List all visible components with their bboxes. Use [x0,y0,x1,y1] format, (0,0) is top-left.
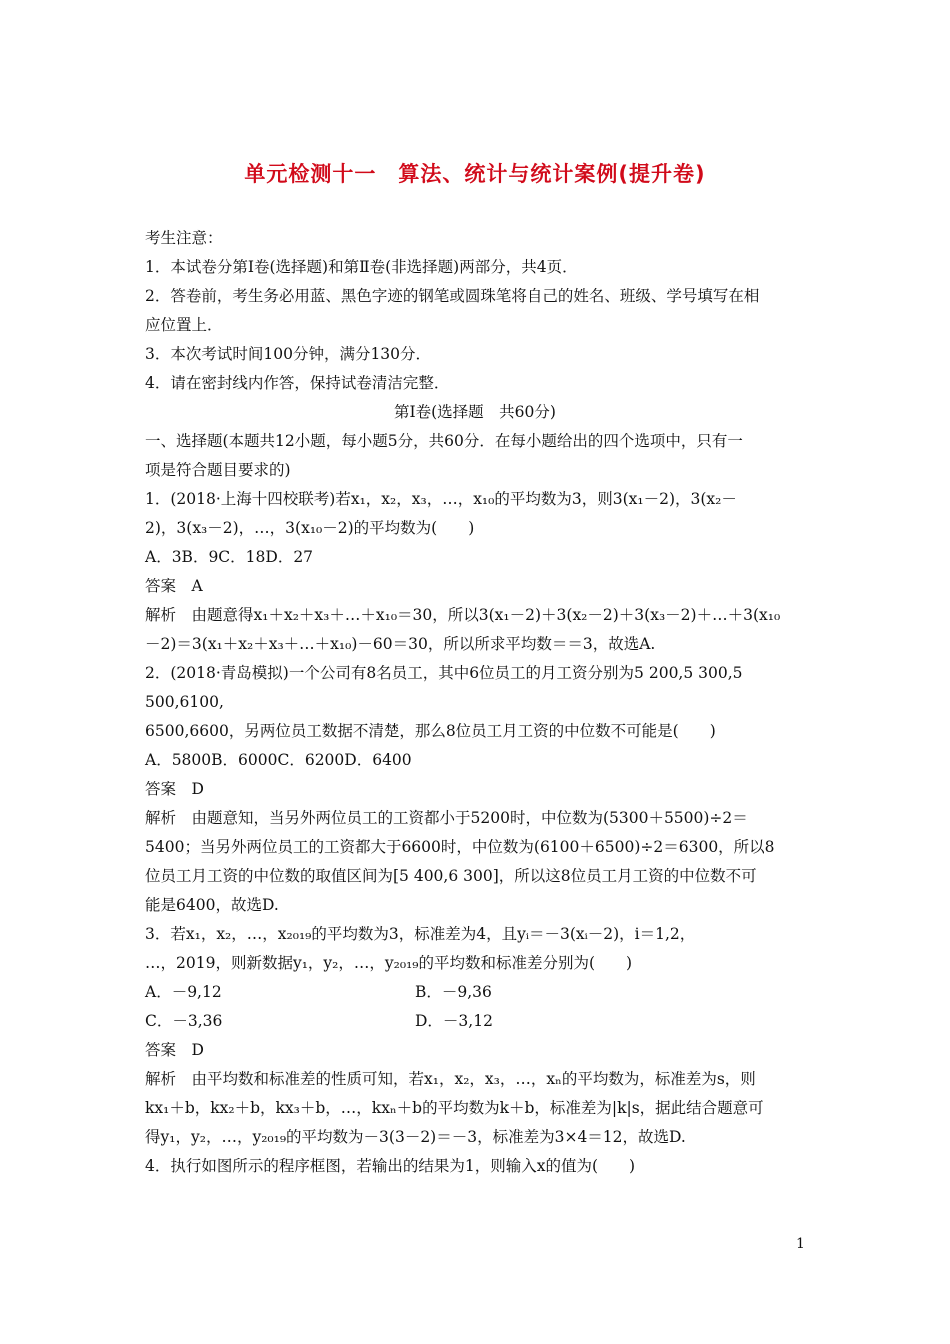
question-1-options: A．3B．9C．18D．27 [145,548,314,566]
page-title: 单元检测十一 算法、统计与统计案例(提升卷) [244,162,706,186]
question-1-analysis: 解析 由题意得x₁＋x₂＋x₃＋…＋x₁₀＝30，所以3(x₁－2)＋3(x₂－2)＋3(x₃－2)＋…＋3(x₁₀ [145,606,781,624]
notice-item: 2．答卷前，考生务必用蓝、黑色字迹的钢笔或圆珠笔将自己的姓名、班级、学号填写在相 [145,287,760,305]
section-title: 第Ⅰ卷(选择题 共60分) [394,403,556,421]
part-intro: 一、选择题(本题共12小题，每小题5分，共60分．在每小题给出的四个选项中，只有一 [145,432,743,450]
question-2-analysis: 5400；当另外两位员工的工资都大于6600时，中位数为(6100＋6500)÷2＝6300，所以8 [145,838,775,856]
question-2-text: 2．(2018·青岛模拟)一个公司有8名员工，其中6位员工的月工资分别为5 200,5 300,5 [145,664,743,682]
question-3-text: 3．若x₁，x₂，…，x₂₀₁₉的平均数为3，标准差为4，且yᵢ＝－3(xᵢ－2)，i＝1,2， [145,925,696,943]
question-1-text: 2)，3(x₃－2)，…，3(x₁₀－2)的平均数为( ) [145,519,475,537]
question-1-analysis: －2)＝3(x₁＋x₂＋x₃＋…＋x₁₀)－60＝30，所以所求平均数＝＝3，故选A. [145,635,656,653]
question-2-text: 6500,6600，另两位员工数据不清楚，那么8位员工月工资的中位数不可能是( ) [145,722,716,740]
notice-item: 4．请在密封线内作答，保持试卷清洁完整． [145,374,450,392]
part-intro: 项是符合题目要求的) [145,461,291,479]
question-3-option-c: C．－3,36 [145,1012,223,1030]
question-2-analysis: 位员工月工资的中位数的取值区间为[5 400,6 300]，所以这8位员工月工资的中位数不可 [145,867,757,885]
question-2-options: A．5800B．6000C．6200D．6400 [145,751,412,769]
notice-item: 1．本试卷分第Ⅰ卷(选择题)和第Ⅱ卷(非选择题)两部分，共4页． [145,258,578,276]
question-2-analysis: 能是6400，故选D. [145,896,279,914]
question-3-answer: 答案 D [145,1041,204,1059]
question-1-text: 1．(2018·上海十四校联考)若x₁，x₂，x₃，…，x₁₀的平均数为3，则3(x₁－2)，3(x₂－ [145,490,737,508]
question-2-text: 500,6100, [145,693,224,711]
notice-item: 3．本次考试时间100分钟，满分130分． [145,345,432,363]
question-3-option-a: A．－9,12 [145,983,222,1001]
notice-item: 应位置上． [145,316,223,334]
question-3-option-b: B．－9,36 [415,983,492,1001]
notice-heading: 考生注意： [145,229,223,247]
question-2-answer: 答案 D [145,780,204,798]
page-number: 1 [796,1236,805,1252]
question-3-analysis: kx₁＋b，kx₂＋b，kx₃＋b，…，kxₙ＋b的平均数为k＋b，标准差为|k|s，据此结合题意可 [145,1099,764,1117]
question-3-analysis: 解析 由平均数和标准差的性质可知，若x₁，x₂，x₃，…，xₙ的平均数为，标准差为s，则 [145,1070,756,1088]
question-2-analysis: 解析 由题意知，当另外两位员工的工资都小于5200时，中位数为(5300＋5500)÷2＝ [145,809,748,827]
question-3-analysis: 得y₁，y₂，…，y₂₀₁₉的平均数为－3(3－2)＝－3，标准差为3×4＝12，故选D. [145,1128,686,1146]
question-4-text: 4．执行如图所示的程序框图，若输出的结果为1，则输入x的值为( ) [145,1157,636,1175]
question-3-option-d: D．－3,12 [415,1012,493,1030]
question-3-text: …，2019，则新数据y₁，y₂，…，y₂₀₁₉的平均数和标准差分别为( ) [145,954,633,972]
question-1-answer: 答案 A [145,577,203,595]
